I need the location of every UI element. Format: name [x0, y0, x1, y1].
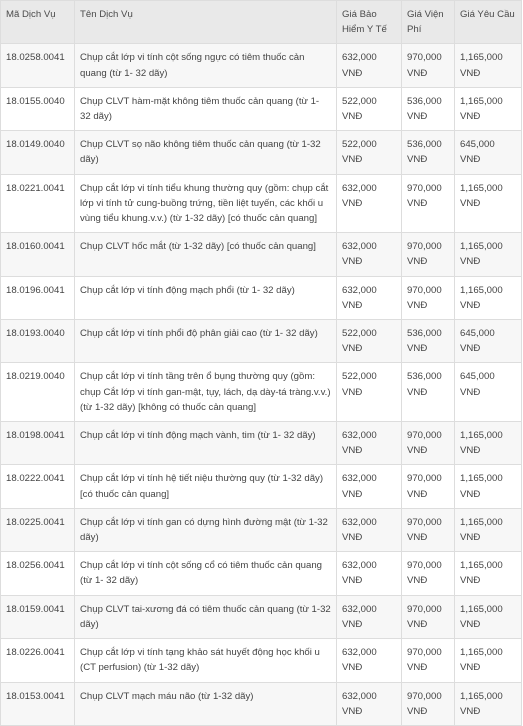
cell-service-code: 18.0225.0041: [1, 508, 75, 551]
cell-service-name: Chụp CLVT tai-xương đá có tiêm thuốc cản quang (từ 1-32 dãy): [75, 595, 337, 638]
cell-requested-price: 1,165,000 VNĐ: [455, 682, 522, 725]
cell-hospital-fee: 970,000 VNĐ: [402, 508, 455, 551]
table-row: [1, 87, 522, 130]
cell-insurance-price: 632,000 VNĐ: [337, 233, 402, 276]
cell-service-code: 18.0198.0041: [1, 422, 75, 465]
cell-service-name: Chụp CLVT hốc mắt (từ 1-32 dãy) [có thuốc cản quang]: [75, 233, 337, 276]
header-service-name: Tên Dịch Vụ: [75, 1, 337, 44]
cell-insurance-price: 632,000 VNĐ: [337, 508, 402, 551]
table-row: [1, 131, 522, 174]
table-row: [1, 320, 522, 363]
cell-insurance-price: 522,000 VNĐ: [337, 131, 402, 174]
cell-insurance-price: 632,000 VNĐ: [337, 639, 402, 682]
cell-requested-price: 1,165,000 VNĐ: [455, 422, 522, 465]
cell-requested-price: 1,165,000 VNĐ: [455, 276, 522, 319]
cell-service-code: 18.0193.0040: [1, 320, 75, 363]
cell-requested-price: 1,165,000 VNĐ: [455, 508, 522, 551]
table-header-row: [1, 1, 522, 44]
cell-requested-price: 1,165,000 VNĐ: [455, 595, 522, 638]
cell-service-name: Chụp cắt lớp vi tính tạng khảo sát huyết động học khối u (CT perfusion) (từ 1-32 dãy): [75, 639, 337, 682]
cell-service-code: 18.0222.0041: [1, 465, 75, 508]
cell-insurance-price: 632,000 VNĐ: [337, 552, 402, 595]
header-insurance-price: Giá Bảo Hiểm Y Tế: [337, 1, 402, 44]
cell-hospital-fee: 970,000 VNĐ: [402, 174, 455, 233]
cell-insurance-price: 522,000 VNĐ: [337, 320, 402, 363]
cell-service-name: Chụp CLVT mạch máu não (từ 1-32 dãy): [75, 682, 337, 725]
cell-hospital-fee: 970,000 VNĐ: [402, 422, 455, 465]
cell-hospital-fee: 970,000 VNĐ: [402, 639, 455, 682]
table-row: [1, 595, 522, 638]
table-row: [1, 276, 522, 319]
cell-service-name: Chụp CLVT hàm-mặt không tiêm thuốc cản quang (từ 1- 32 dãy): [75, 87, 337, 130]
cell-service-name: Chụp cắt lớp vi tính động mạch vành, tim (từ 1- 32 dãy): [75, 422, 337, 465]
table-row: [1, 465, 522, 508]
cell-insurance-price: 632,000 VNĐ: [337, 682, 402, 725]
cell-service-code: 18.0226.0041: [1, 639, 75, 682]
cell-insurance-price: 632,000 VNĐ: [337, 276, 402, 319]
cell-insurance-price: 632,000 VNĐ: [337, 174, 402, 233]
table-row: [1, 552, 522, 595]
cell-requested-price: 1,165,000 VNĐ: [455, 465, 522, 508]
cell-service-code: 18.0196.0041: [1, 276, 75, 319]
cell-insurance-price: 632,000 VNĐ: [337, 595, 402, 638]
table-row: [1, 422, 522, 465]
table-row: [1, 363, 522, 422]
cell-service-name: Chụp cắt lớp vi tính cột sống ngực có tiêm thuốc cản quang (từ 1- 32 dãy): [75, 44, 337, 87]
cell-hospital-fee: 536,000 VNĐ: [402, 320, 455, 363]
cell-requested-price: 645,000 VNĐ: [455, 131, 522, 174]
cell-requested-price: 1,165,000 VNĐ: [455, 639, 522, 682]
cell-requested-price: 645,000 VNĐ: [455, 363, 522, 422]
header-requested-price: Giá Yêu Cầu: [455, 1, 522, 44]
cell-requested-price: 1,165,000 VNĐ: [455, 552, 522, 595]
cell-service-code: 18.0149.0040: [1, 131, 75, 174]
table-row: [1, 44, 522, 87]
cell-insurance-price: 632,000 VNĐ: [337, 422, 402, 465]
table-body: [1, 44, 522, 726]
cell-insurance-price: 522,000 VNĐ: [337, 87, 402, 130]
cell-hospital-fee: 970,000 VNĐ: [402, 595, 455, 638]
header-service-code: Mã Dịch Vụ: [1, 1, 75, 44]
cell-service-code: 18.0159.0041: [1, 595, 75, 638]
cell-requested-price: 1,165,000 VNĐ: [455, 44, 522, 87]
cell-service-name: Chụp cắt lớp vi tính hệ tiết niệu thường quy (từ 1-32 dãy) [có thuốc cản quang]: [75, 465, 337, 508]
cell-service-name: Chụp cắt lớp vi tính cột sống cổ có tiêm thuốc cản quang (từ 1- 32 dãy): [75, 552, 337, 595]
cell-hospital-fee: 536,000 VNĐ: [402, 131, 455, 174]
cell-service-name: Chụp cắt lớp vi tính phổi độ phân giải cao (từ 1- 32 dãy): [75, 320, 337, 363]
cell-insurance-price: 632,000 VNĐ: [337, 465, 402, 508]
cell-service-code: 18.0153.0041: [1, 682, 75, 725]
cell-service-code: 18.0155.0040: [1, 87, 75, 130]
cell-service-name: Chụp cắt lớp vi tính động mạch phổi (từ 1- 32 dãy): [75, 276, 337, 319]
header-hospital-fee: Giá Viện Phí: [402, 1, 455, 44]
cell-service-code: 18.0258.0041: [1, 44, 75, 87]
cell-hospital-fee: 536,000 VNĐ: [402, 87, 455, 130]
cell-service-name: Chụp cắt lớp vi tính tiểu khung thường quy (gồm: chụp cắt lớp vi tính tử cung-buồng trứng, tiền liệt tuyến, các khối u vùng tiểu khung.v.v.) (từ 1-32 dãy) [có thuốc cản quang]: [75, 174, 337, 233]
cell-insurance-price: 522,000 VNĐ: [337, 363, 402, 422]
cell-service-code: 18.0221.0041: [1, 174, 75, 233]
cell-requested-price: 1,165,000 VNĐ: [455, 87, 522, 130]
cell-service-name: Chụp cắt lớp vi tính tầng trên ổ bụng thường quy (gồm: chụp Cắt lớp vi tính gan-mật, tụy, lách, dạ dày-tá tràng.v.v.) (từ 1-32 dãy) [không có thuốc cản quang]: [75, 363, 337, 422]
cell-service-code: 18.0160.0041: [1, 233, 75, 276]
cell-hospital-fee: 970,000 VNĐ: [402, 233, 455, 276]
cell-service-code: 18.0256.0041: [1, 552, 75, 595]
table-row: [1, 233, 522, 276]
cell-service-code: 18.0219.0040: [1, 363, 75, 422]
cell-requested-price: 1,165,000 VNĐ: [455, 174, 522, 233]
cell-requested-price: 1,165,000 VNĐ: [455, 233, 522, 276]
table-row: [1, 639, 522, 682]
cell-hospital-fee: 970,000 VNĐ: [402, 44, 455, 87]
table-row: [1, 682, 522, 725]
cell-hospital-fee: 970,000 VNĐ: [402, 276, 455, 319]
cell-hospital-fee: 970,000 VNĐ: [402, 465, 455, 508]
cell-service-name: Chụp cắt lớp vi tính gan có dựng hình đường mật (từ 1-32 dãy): [75, 508, 337, 551]
cell-hospital-fee: 536,000 VNĐ: [402, 363, 455, 422]
table-row: [1, 174, 522, 233]
cell-service-name: Chụp CLVT sọ não không tiêm thuốc cản quang (từ 1-32 dãy): [75, 131, 337, 174]
cell-requested-price: 645,000 VNĐ: [455, 320, 522, 363]
cell-insurance-price: 632,000 VNĐ: [337, 44, 402, 87]
cell-hospital-fee: 970,000 VNĐ: [402, 552, 455, 595]
table-row: [1, 508, 522, 551]
cell-hospital-fee: 970,000 VNĐ: [402, 682, 455, 725]
